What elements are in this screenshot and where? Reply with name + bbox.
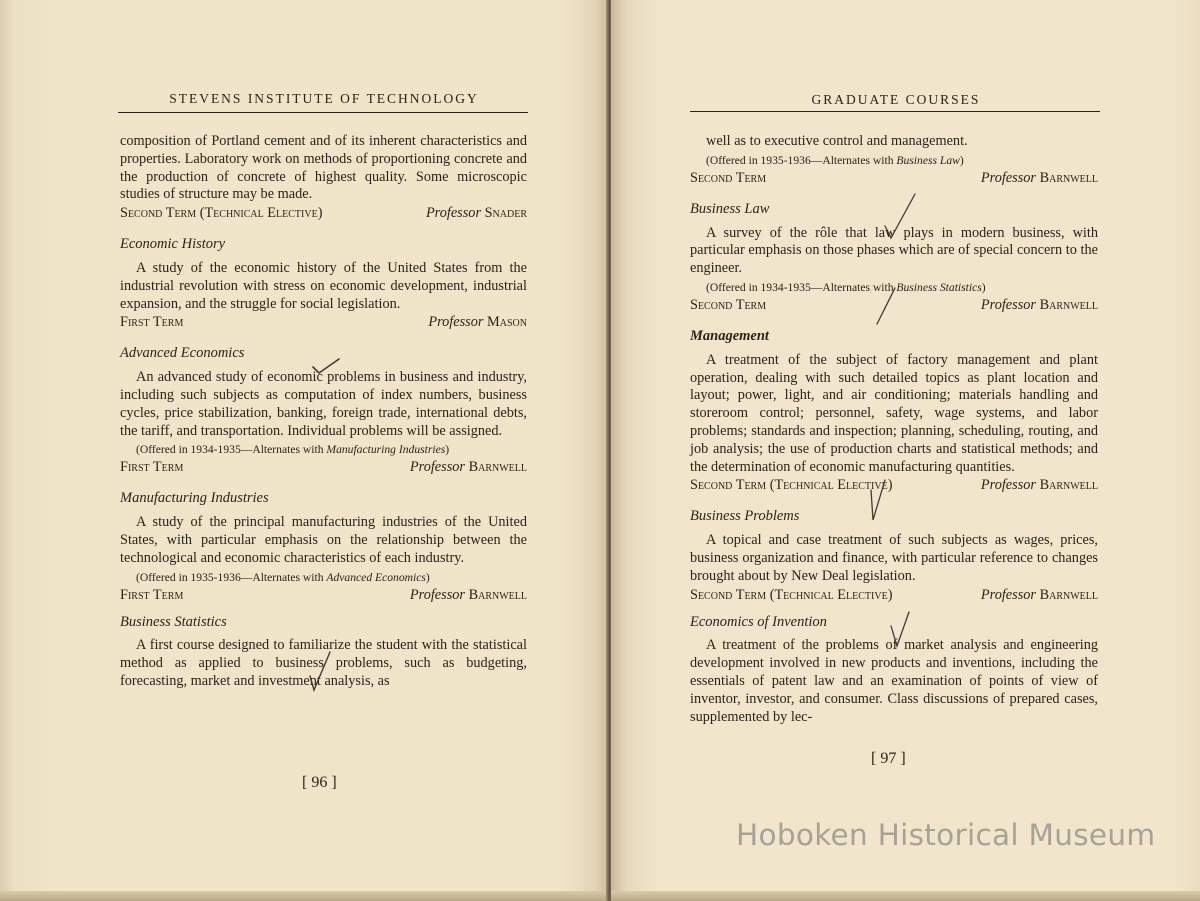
professor-title: Professor [425, 205, 482, 222]
pencil-check-mark-icon [879, 190, 921, 242]
left-text-column [120, 133, 527, 691]
professor-credit [981, 586, 1098, 604]
pencil-check-mark-icon [865, 476, 889, 524]
term-line [120, 458, 527, 476]
left-running-header: STEVENS INSTITUTE OF TECHNOLOGY [169, 91, 479, 106]
course-title: Advanced Economics [120, 345, 245, 362]
professor-title: Professor [980, 477, 1036, 494]
offered-prefix: (Offered in 1934-1935—Alternates with [706, 280, 897, 294]
page-bottom-edge [0, 891, 608, 901]
offered-suffix: ) [959, 153, 964, 167]
offered-alternate-course: Business Law [896, 153, 960, 167]
right-page [611, 0, 1200, 901]
offered-suffix: ) [981, 280, 986, 294]
offered-note [120, 442, 527, 457]
left-page-number: [ 96 ] [302, 774, 337, 791]
course-title: Business Problems [690, 508, 800, 525]
professor-name: Barnwell [1039, 477, 1098, 494]
term-label: Second Term [690, 296, 767, 313]
professor-credit [428, 313, 527, 331]
professor-credit [981, 169, 1098, 187]
term-line [690, 169, 1098, 187]
course-description: A study of the principal manufacturing industries of the United States, with particular emphasis on the relationship between the technological and economic characteristics of each industry. [120, 514, 527, 566]
term-label: Second Term [690, 169, 767, 186]
offered-suffix: ) [425, 570, 430, 584]
offered-alternate-course: Advanced Economics [326, 570, 426, 584]
term-label: First Term [120, 586, 184, 603]
right-header-rule [690, 111, 1100, 112]
course-title: Business Statistics [120, 613, 227, 630]
professor-name: Mason [487, 314, 527, 331]
left-header-rule [118, 112, 528, 113]
professor-name: Barnwell [468, 586, 527, 603]
course-description: A treatment of the problems of market analysis and engineering development involved in new products and inventions, including the essentials of patent law and an examination of points of view of inventor, investor, and consumer. Class discussions of prepared cases, supplemented by lec- [690, 637, 1098, 725]
term-label: First Term [120, 314, 184, 331]
course-title: Management [690, 327, 769, 344]
professor-title: Professor [428, 314, 484, 331]
right-running-header: GRADUATE COURSES [811, 92, 981, 107]
course-economic-history [120, 236, 527, 331]
professor-name: Snader [484, 205, 527, 222]
course-title: Manufacturing Industries [120, 490, 269, 507]
term-line [690, 586, 1098, 604]
offered-alternate-course: Manufacturing Industries [326, 443, 446, 457]
course-title: Business Law [690, 200, 770, 217]
right-continuation-text: well as to executive control and management. [706, 133, 968, 149]
term-line [120, 204, 527, 222]
course-description: An advanced study of economic problems in business and industry, including such subjects as computation of index numbers, business cycles, price stabilization, banking, foreign trade, international debts, the tariff, and transportation. Individual problems will be assigned. [120, 369, 527, 439]
course-description: A survey of the rôle that law plays in modern business, with particular emphasis on those phases which are of special concern to the engineer. [690, 224, 1098, 277]
left-continuation-text: composition of Portland cement and of its inherent characteristics and properties. Laboratory work on methods of proportioning concrete and the production of concrete of highest quality. Some microscopic studies of structure may be made. [120, 133, 527, 203]
term-label: Second Term (Technical Elective) [120, 205, 323, 222]
course-description: A study of the economic history of the United States from the industrial revolution with stress on economic development, industrial expansion, and the struggle for social legislation. [120, 259, 527, 312]
professor-credit [410, 586, 527, 604]
offered-prefix: (Offered in 1935-1936—Alternates with [136, 570, 327, 584]
professor-credit [981, 296, 1098, 314]
pencil-check-mark-icon [873, 284, 903, 328]
term-line [120, 313, 527, 331]
pencil-check-mark-icon [306, 648, 334, 694]
professor-title: Professor [409, 459, 465, 476]
offered-alternate-course: Business Statistics [896, 280, 982, 294]
course-description: A first course designed to familiarize the student with the statistical method as applied to business problems, such as budgeting, forecasting, market and investment analysis, as [120, 637, 527, 689]
course-title: Economic History [120, 236, 226, 253]
professor-title: Professor [980, 169, 1036, 186]
course-manufacturing-industries [120, 490, 527, 603]
professor-title: Professor [980, 586, 1036, 603]
term-label: Second Term (Technical Elective) [690, 477, 893, 494]
professor-name: Barnwell [1039, 586, 1098, 603]
professor-credit [426, 204, 527, 222]
course-description: A treatment of the subject of factory management and plant operation, dealing with such detailed topics as plant location and layout; power, light, and air conditioning; materials handling and storeroom control; personnel, safety, wage systems, and labor problems; standards and inspection; planning, scheduling, routing, and job analysis; the use of production charts and statistical methods; and the determination of economic manufacturing quantities. [690, 351, 1098, 475]
term-line [120, 586, 527, 604]
professor-name: Barnwell [1039, 296, 1098, 313]
term-label: Second Term (Technical Elective) [690, 586, 893, 603]
professor-name: Barnwell [1039, 169, 1098, 186]
course-management [690, 328, 1098, 494]
right-page-number: [ 97 ] [871, 750, 906, 767]
professor-title: Professor [980, 296, 1036, 313]
pencil-check-mark-icon [887, 608, 913, 650]
course-business-problems [690, 508, 1098, 603]
course-title: Economics of Invention [690, 613, 827, 630]
professor-name: Barnwell [468, 459, 527, 476]
term-line [690, 476, 1098, 494]
professor-credit [410, 458, 527, 476]
professor-credit [981, 476, 1098, 494]
offered-suffix: ) [445, 443, 450, 457]
offered-prefix: (Offered in 1935-1936—Alternates with [706, 153, 897, 167]
offered-note [690, 153, 1098, 168]
offered-prefix: (Offered in 1934-1935—Alternates with [136, 443, 327, 457]
term-label: First Term [120, 459, 184, 476]
course-description: A topical and case treatment of such subjects as wages, prices, business organization and finance, with particular reference to changes brought about by New Deal legislation. [690, 532, 1098, 584]
pencil-check-mark-icon [310, 356, 342, 378]
offered-note [120, 570, 527, 585]
professor-title: Professor [409, 586, 465, 603]
museum-watermark: Hoboken Historical Museum [736, 818, 1156, 852]
page-bottom-edge [611, 891, 1200, 901]
